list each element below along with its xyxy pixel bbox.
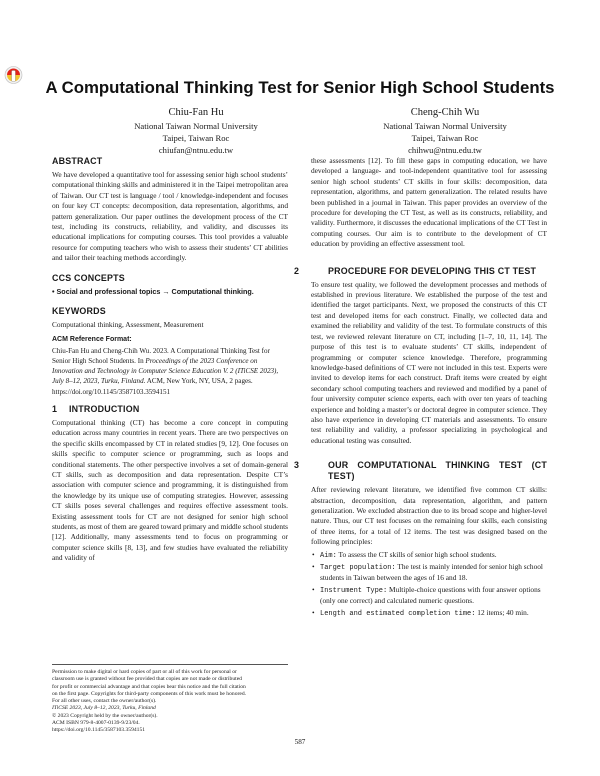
footnote-doi-link[interactable]: https://doi.org/10.1145/3587103.3594151	[52, 727, 146, 734]
procedure-text: To ensure test quality, we followed the development processes and methods of established in previous literature. We established the purpose of the test and identified the target participants. Next, we proposed the constructs of this CT test and developed items for each construct. Finally, we collected data and examined the reliability and validity of the test. To formulate constructs of this test, we reviewed relevant literature on CT, including [1–7, 10, 11, 14]. The purpose of this test is to evaluate students’ CT skills, independent of programming or computer science knowledge. Therefore, programming knowledge-based definitions of CT were not included in this test. Experts were invited to develop items for each construct. Draft items were created by eight secondary school computing teachers and reviewed and modified by a panel of four university computer science experts, each with over ten years of teaching experience and holding a master’s or doctoral degree in computer science. They also have experience in developing CT materials and assessments. To ensure test reliability and validity, a professor specializing in psychological and educational testing was consulted.	[311, 279, 547, 445]
bullet-desc: 12 items; 40 min.	[475, 607, 529, 617]
list-item	[311, 562, 547, 584]
intro-heading	[52, 404, 288, 415]
abstract-heading: ABSTRACT	[52, 156, 103, 166]
acm-reference-text	[52, 346, 288, 397]
list-item	[311, 550, 547, 561]
permission-footnote	[52, 664, 288, 735]
bullet-desc: Multiple-choice questions with four answer options (only one correct) and calculated numeric questions.	[320, 584, 541, 606]
right-column	[294, 156, 547, 626]
author-block-2	[320, 106, 570, 156]
bullet-icon: •	[312, 584, 315, 594]
author-email[interactable]: chiufan@ntnu.edu.tw	[158, 145, 234, 155]
intro-text: Computational thinking (CT) has become a core concept in computing education across many countries in recent years. There are two perspectives on the specific skills encompassed by CT in related studies [9, 12]. One focuses on skills specific to computer science or programming, such as loops and conditional statements. The other perspective involves a set of domain-general CT skills, such as decomposition and data representation. Despite CT’s association with computer science and programming, it is distinguished from the knowledge by its unique use of computing strategies. However, assessing CT skills poses several challenges and requires effective assessment tools. Existing assessment tools for CT are not designed for senior high school students, as most of them are geared toward primary and middle school students [12]. Additionally, many assessments tend to focus on programming or computer science skills [8, 13], and few studies have evaluated the reliability and validity of	[52, 417, 288, 563]
procedure-heading	[294, 265, 547, 277]
footnote-line: For all other uses, contact the owner/author(s).	[52, 698, 157, 705]
author-location: Taipei, Taiwan Roc	[162, 133, 230, 143]
principles-list	[311, 550, 547, 619]
list-item	[311, 608, 547, 619]
bullet-desc: The test is mainly intended for senior high school students in Taiwan between the ages of 16 and 18.	[320, 562, 543, 583]
bullet-term: Instrument Type:	[320, 586, 388, 595]
overview-text: After reviewing relevant literature, we identified five common CT skills: abstraction, decomposition, data representation, algorithm, and pattern generalization. We excluded abstraction due to its broad scope and higher-level nature. Thus, our CT test focuses on the remaining four skills, each consisting of three items, for a total of 12 items. The test was designed based on the following principles:	[311, 485, 547, 547]
author-affiliation: National Taiwan Normal University	[383, 121, 507, 131]
section-title: INTRODUCTION	[69, 403, 140, 414]
bullet-desc: To assess the CT skills of senior high school students.	[336, 549, 497, 559]
acm-reference-venue: Proceedings of the 2023 Conference on Innovation and Technology in Computer Science Education V. 2 (ITiCSE 2023), July 8–12, 2023, Turku, Finland.	[52, 357, 279, 386]
list-item	[311, 585, 547, 607]
page-number: 587	[294, 738, 306, 746]
acm-reference-part1: Chiu-Fan Hu and Cheng-Chih Wu. 2023. A Computational Thinking Test for Senior High School Students. In	[52, 346, 270, 366]
intro-text-continued: these assessments [12]. To fill these gaps in computing education, we have developed a language- and tool-independent quantitative tool for assessing senior high school students’ CT skills in four skills: decomposition, data representation, algorithms, and pattern generalization. The related results have been published in a journal in Taiwan. This paper provides an overview of the procedure for developing the CT Test, as well as its constructs, reliability, and validity. Furthermore, it discusses the educational implications of the CT Test in computing courses. Our aim is to contribute to the development of CT education by providing an effective assessment tool.	[311, 156, 547, 249]
keywords-text: Computational thinking, Assessment, Measurement	[52, 320, 204, 330]
author-block-1	[71, 106, 321, 156]
acm-reference-heading: ACM Reference Format:	[52, 336, 132, 344]
section-title: OUR COMPUTATIONAL THINKING TEST (CT TEST)	[328, 460, 547, 482]
bullet-icon: •	[312, 607, 315, 617]
abstract-text: We have developed a quantitative tool for assessing senior high school students’ computational thinking skills and administered it in the Taipei metropolitan area of Taiwan. Our CT test is language / tool / knowledge-independent and focuses on four key CT concepts: decomposition, data representation, algorithms, and pattern generalization. Our paper outlines the development process of the CT test, including its constructs, reliability, and validity, and discusses its educational implications for computing courses. This tool provides a valuable resource for computing teachers who wish to assess their students’ CT abilities and tailor their teaching methods accordingly.	[52, 170, 288, 263]
footnote-line: Permission to make digital or hard copies of part or all of this work for personal or	[52, 669, 237, 675]
keywords-heading: KEYWORDS	[52, 306, 106, 317]
section-number: 2	[294, 265, 300, 276]
bullet-icon: •	[312, 562, 315, 571]
left-column	[52, 156, 288, 608]
paper-title: A Computational Thinking Test for Senior High School Students	[45, 78, 555, 97]
footnote-rule	[52, 664, 288, 665]
acm-reference-part2[interactable]: ACM, New York, NY, USA, 2 pages. https://doi.org/10.1145/3587103.3594151	[52, 377, 253, 396]
ccs-heading: CCS CONCEPTS	[52, 272, 125, 283]
footnote-line: classroom use is granted without fee provided that copies are not made or distributed	[52, 676, 242, 683]
author-location: Taipei, Taiwan Roc	[411, 133, 479, 143]
footnote-line: on the first page. Copyrights for third-party components of this work must be honored.	[52, 690, 247, 697]
author-name: Cheng-Chih Wu	[410, 107, 480, 118]
section-number: 1	[52, 403, 58, 414]
bullet-icon: •	[312, 549, 315, 559]
bullet-term: Length and estimated completion time:	[320, 609, 476, 618]
footnote-line	[52, 705, 288, 712]
section-title: PROCEDURE FOR DEVELOPING THIS CT TEST	[328, 265, 537, 276]
bullet-term: Aim:	[320, 551, 337, 560]
footnote-venue: ITiCSE 2023, July 8–12, 2023, Turku, Finland	[52, 705, 156, 712]
bullet-term: Target population:	[320, 564, 396, 572]
footnote-line: ACM ISBN 979-8-4007-0139-9/23/04.	[52, 720, 140, 727]
author-email[interactable]: chihwu@ntnu.edu.tw	[408, 145, 482, 155]
section-number: 3	[294, 460, 300, 471]
overview-heading	[294, 460, 547, 482]
footnote-line: © 2023 Copyright held by the owner/author(s).	[52, 712, 158, 719]
author-name: Chiu-Fan Hu	[168, 107, 224, 118]
author-affiliation: National Taiwan Normal University	[134, 121, 258, 131]
footnote-line: for profit or commercial advantage and that copies bear this notice and the full citation	[52, 683, 246, 690]
ccs-text: • Social and professional topics → Computational thinking.	[52, 286, 254, 296]
